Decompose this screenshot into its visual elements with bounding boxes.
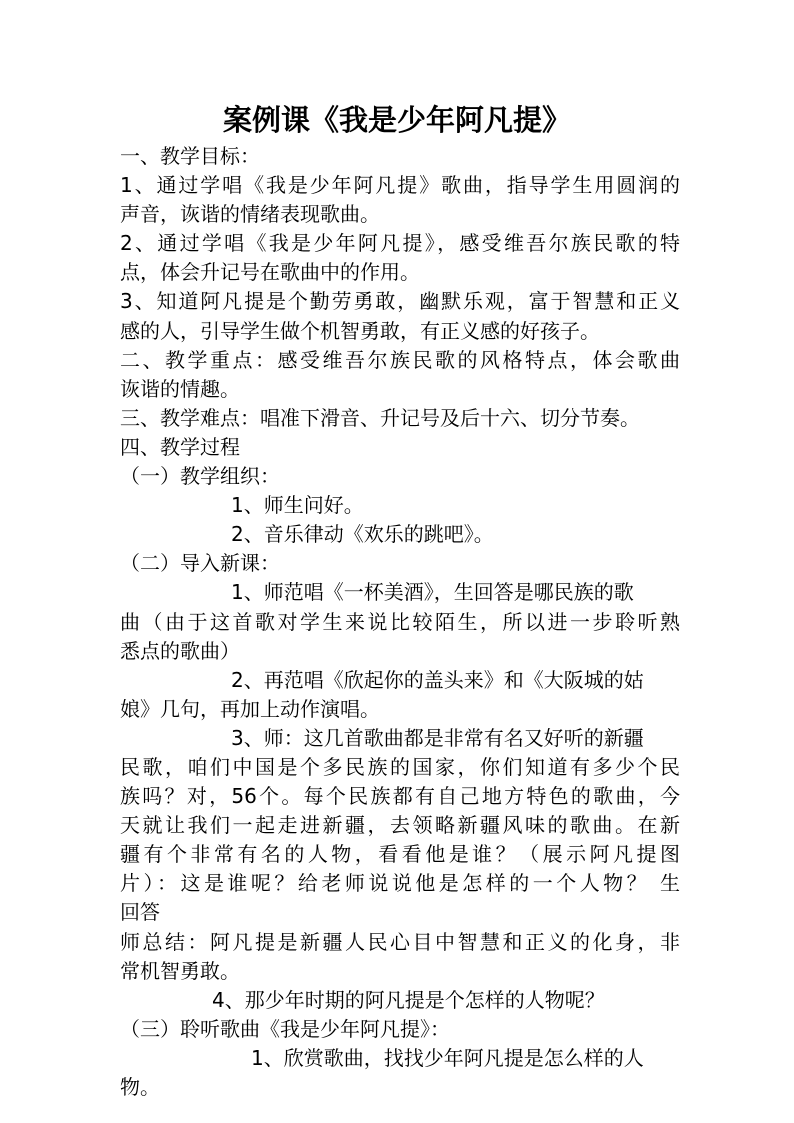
paragraph-line: 点，体会升记号在歌曲中的作用。 bbox=[120, 260, 420, 285]
paragraph-line: 诙谐的情趣。 bbox=[120, 376, 240, 401]
heading-key-points: 二、教学重点：感受维吾尔族民歌的风格特点，体会歌曲 bbox=[120, 347, 680, 372]
list-item: 1、师范唱《一杯美酒》，生回答是哪民族的歌 bbox=[231, 580, 634, 605]
paragraph-line: 1、通过学唱《我是少年阿凡提》歌曲，指导学生用圆润的 bbox=[120, 173, 680, 198]
paragraph-line: 悉点的歌曲） bbox=[120, 638, 240, 663]
document-body bbox=[120, 142, 680, 1102]
paragraph-line: 族吗？对，56个。每个民族都有自己地方特色的歌曲，今 bbox=[120, 784, 680, 809]
paragraph-line: 民歌，咱们中国是个多民族的国家，你们知道有多少个民 bbox=[120, 754, 680, 779]
paragraph-line: 疆有个非常有名的人物，看看他是谁？（展示阿凡提图 bbox=[120, 842, 680, 867]
paragraph-line: 2、通过学唱《我是少年阿凡提》，感受维吾尔族民歌的特 bbox=[120, 231, 680, 256]
paragraph-line: 感的人，引导学生做个机智勇敢，有正义感的好孩子。 bbox=[120, 318, 600, 343]
paragraph-line: 声音，诙谐的情绪表现歌曲。 bbox=[120, 202, 380, 227]
paragraph-line: 回答 bbox=[120, 900, 160, 925]
heading-teaching-goals: 一、教学目标： bbox=[120, 144, 260, 168]
list-item: 1、师生问好。 bbox=[231, 493, 364, 518]
heading-difficulties: 三、教学难点：唱准下滑音、升记号及后十六、切分节奏。 bbox=[120, 405, 640, 430]
paragraph-line: 片）：这是谁呢？给老师说说他是怎样的一个人物？ 生 bbox=[120, 871, 680, 896]
list-item: 1、欣赏歌曲，找找少年阿凡提是怎么样的人 bbox=[251, 1045, 644, 1070]
paragraph-line: 物。 bbox=[120, 1075, 160, 1099]
paragraph-line: 常机智勇敢。 bbox=[120, 958, 240, 983]
paragraph-line: 师总结：阿凡提是新疆人民心目中智慧和正义的化身，非 bbox=[120, 929, 680, 954]
subheading-introduction: （二）导入新课： bbox=[120, 551, 280, 576]
heading-teaching-process: 四、教学过程 bbox=[120, 434, 240, 459]
paragraph-line: 娘》几句，再加上动作演唱。 bbox=[120, 696, 380, 721]
paragraph-line: 3、知道阿凡提是个勤劳勇敢，幽默乐观，富于智慧和正义 bbox=[120, 289, 680, 314]
paragraph-line: 曲（由于这首歌对学生来说比较陌生，所以进一步聆听熟 bbox=[120, 609, 680, 634]
list-item: 2、音乐律动《欢乐的跳吧》。 bbox=[231, 522, 494, 547]
subheading-organization: （一）教学组织： bbox=[120, 464, 280, 489]
list-item: 4、那少年时期的阿凡提是个怎样的人物呢？ bbox=[212, 987, 605, 1012]
list-item: 3、师：这几首歌曲都是非常有名又好听的新疆 bbox=[231, 725, 644, 750]
subheading-listening: （三）聆听歌曲《我是少年阿凡提》： bbox=[120, 1016, 450, 1041]
document-title: 案例课《我是少年阿凡提》 bbox=[222, 103, 571, 137]
list-item: 2、再范唱《欣起你的盖头来》和《大阪城的姑 bbox=[231, 667, 644, 692]
paragraph-line: 天就让我们一起走进新疆，去领略新疆风味的歌曲。在新 bbox=[120, 813, 680, 838]
